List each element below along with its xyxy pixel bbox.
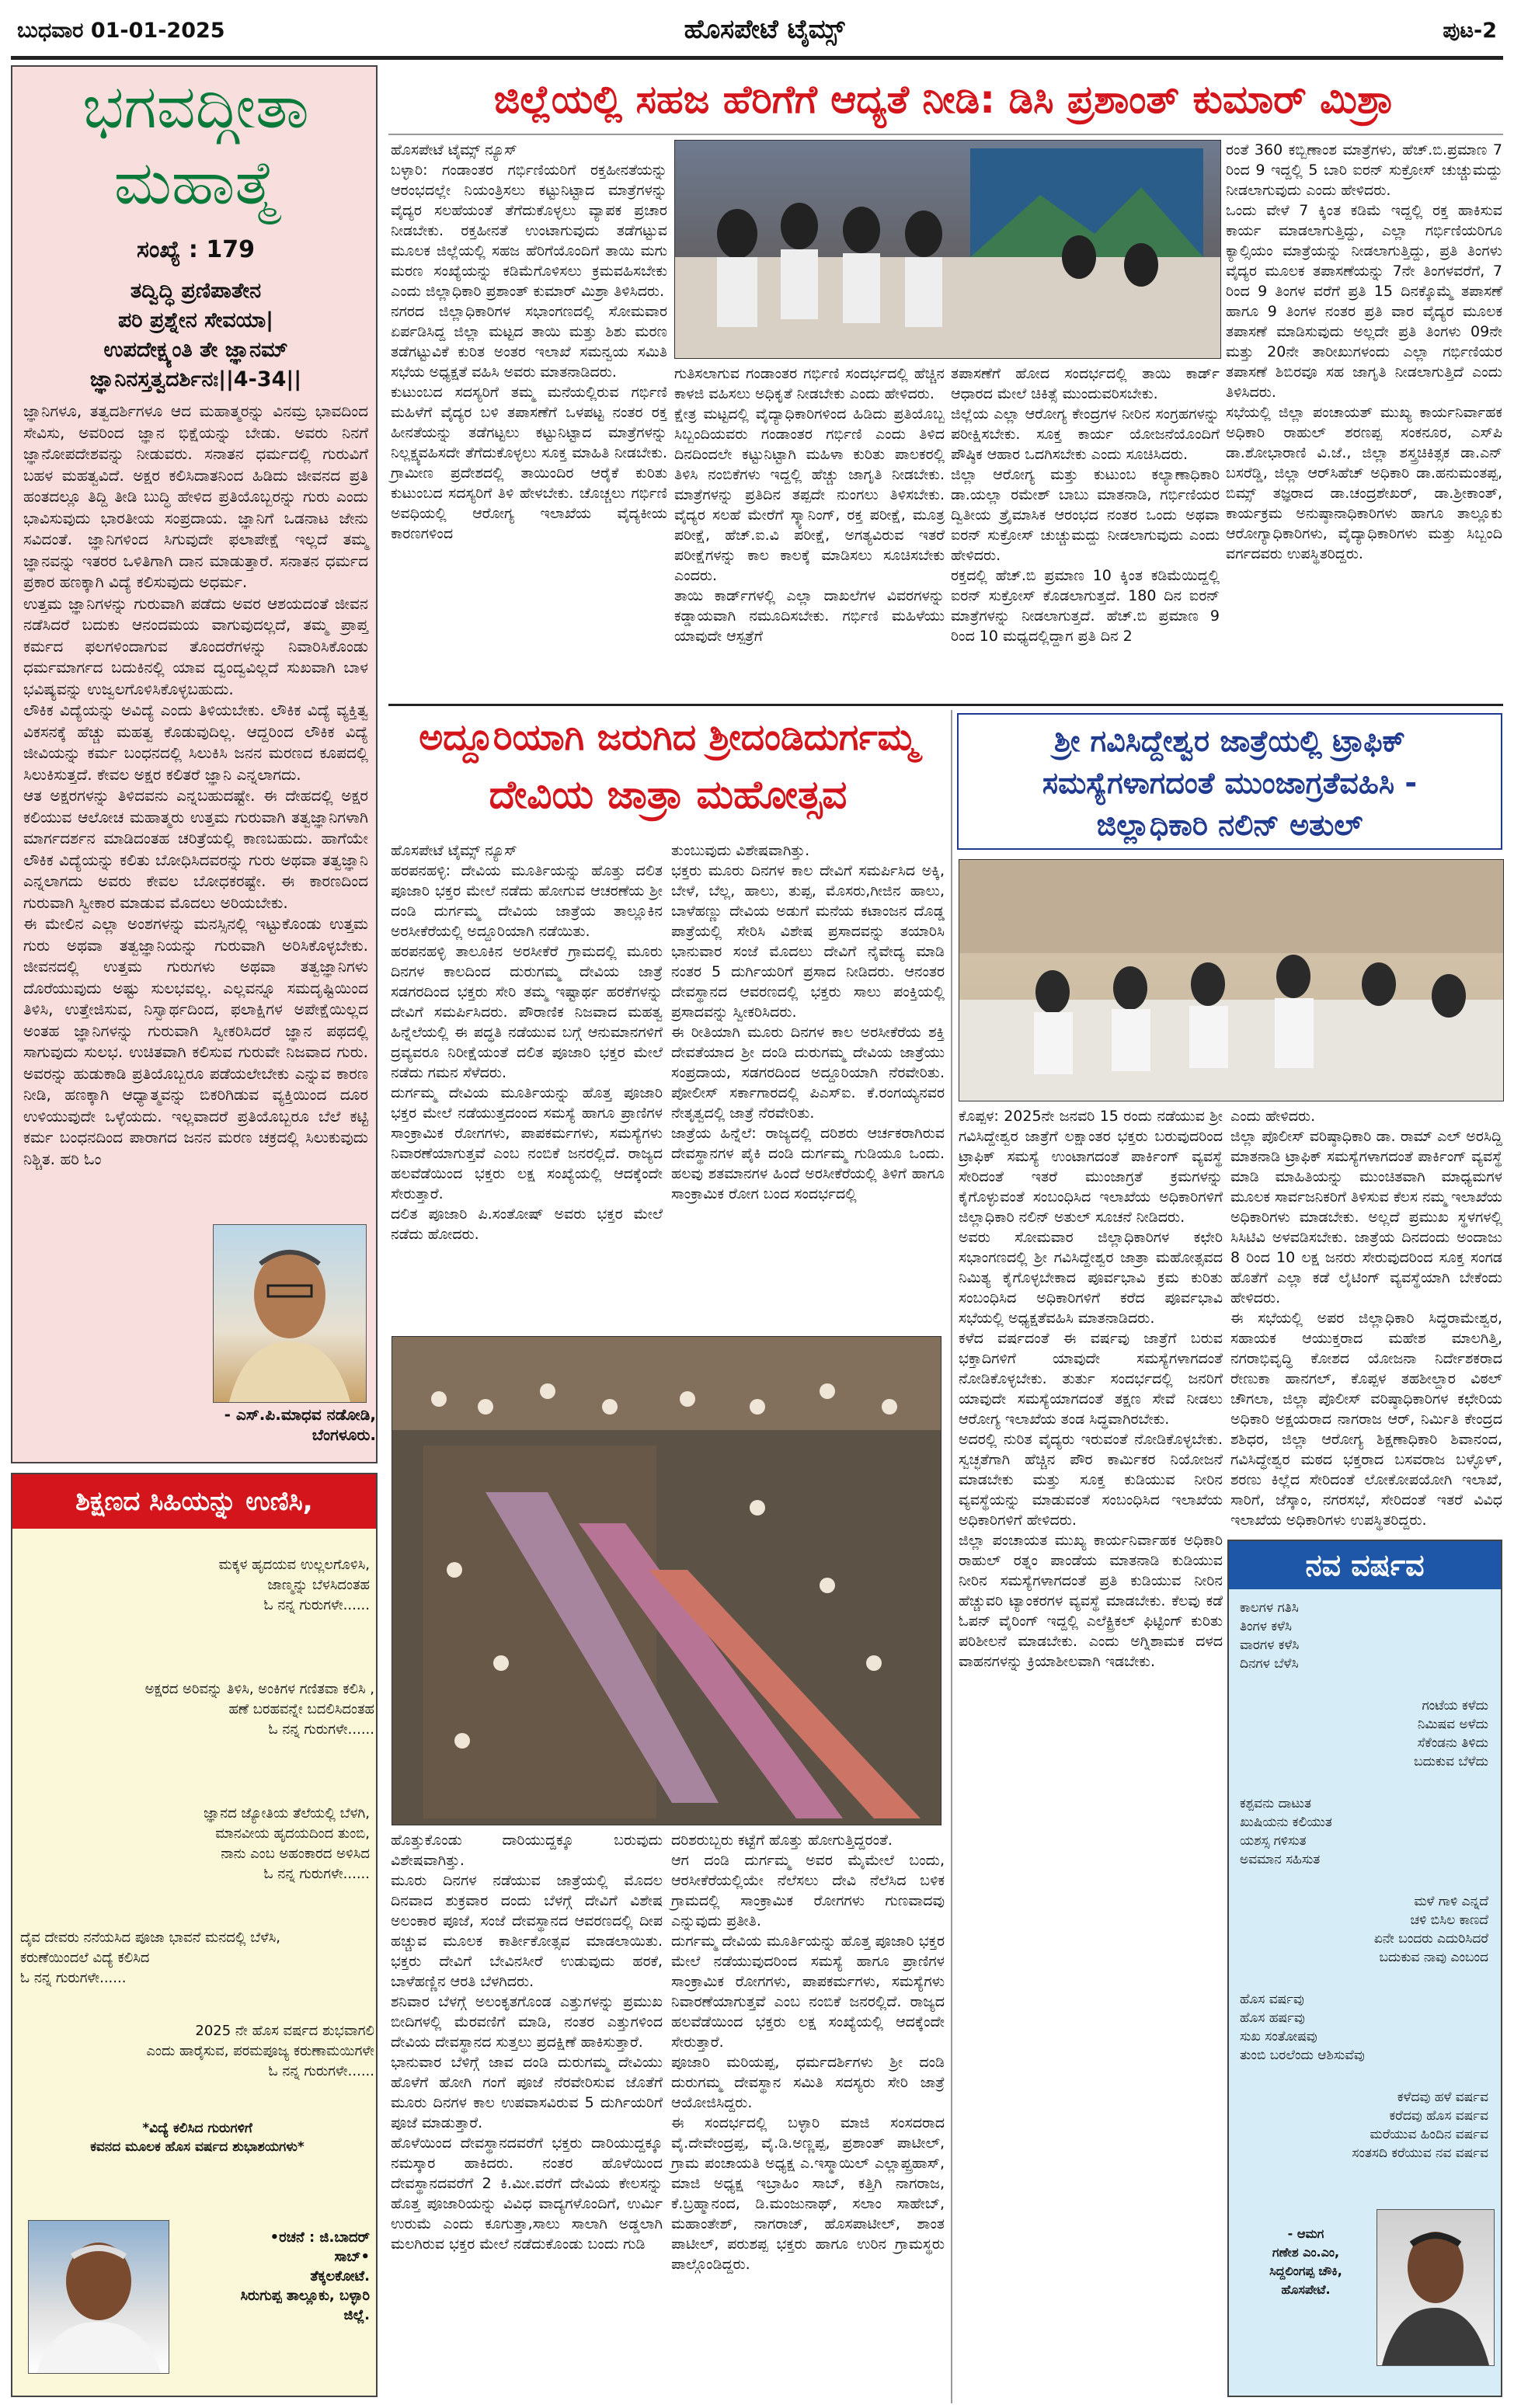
poem1-box [11,1473,378,2397]
gita-box [11,65,378,1463]
traffic-col2: ಎಂದು ಹೇಳಿದರು. ಜಿಲ್ಲಾ ಪೊಲೀಸ್ ವರಿಷ್ಠಾಧಿಕಾರಿ ಡಾ. ರಾಮ್ ಎಲ್ ಅರಸಿದ್ದಿ ಮಾತನಾಡಿ ಟ್ರಾಫಿಕ್ ಸಮಸ್ಯೆಗಳಾಗದಂತೆ ಪಾರ್ಕಿಂಗ್ ವ್ಯವಸ್ಥೆ ಮಾಡಿ ಮಾಹಿತಿಯನ್ನು ಮುಂಚಿತವಾಗಿ ಮಾಧ್ಯಮಗಳ ಮೂಲಕ ಸಾರ್ವಜನಿಕರಿಗೆ ತಿಳಿಸುವ ಕೆಲಸ ನಮ್ಮ ಇಲಾಖೆಯ ಅಧಿಕಾರಿಗಳು ಮಾಡಬೇಕು. ಅಲ್ಲದೆ ಪ್ರಮುಖ ಸ್ಥಳಗಳಲ್ಲಿ ಸಿಸಿಟಿವಿ ಅಳವಡಿಸಬೇಕು. ಜಾತ್ರೆಯ ದಿನದಂದು ಅಂದಾಜು 8 ರಿಂದ 10 ಲಕ್ಷ ಜನರು ಸೇರುವುದರಿಂದ ಸೂಕ್ತ ಸಂಗಡ ಹೊತೆಗೆ ಎಲ್ಲಾ ಕಡೆ ಲೈಟಿಂಗ್ ವ್ಯವಸ್ಥೆಯಾಗಿ ಬೇಕೆಂದು ಹೇಳಿದರು. ಈ ಸಭೆಯಲ್ಲಿ ಅಪರ ಜಿಲ್ಲಾಧಿಕಾರಿ ಸಿದ್ಧರಾಮೇಶ್ವರ, ಸಹಾಯಕ ಆಯುಕ್ತರಾದ ಮಹೇಶ ಮಾಲಗಿತ್ತಿ, ನಗರಾಭಿವೃದ್ಧಿ ಕೋಶದ ಯೋಜನಾ ನಿರ್ದೇಶಕರಾದ ರೇಣುಕಾ ಹಾನಗಲ್, ಕೊಪ್ಪಳ ತಹಶೀಲ್ದಾರ ವಿಠಲ್ ಚೌಗಲಾ, ಜಿಲ್ಲಾ ಪೊಲೀಸ್ ವರಿಷ್ಠಾಧಿಕಾರಿಗಳ ಕಛೇರಿಯ ಅಧಿಕಾರಿ ಅಕ್ಷಯರಾದ ನಾಗರಾಜ ಆರ್, ನಿರ್ಮಿತಿ ಕೇಂದ್ರದ ಶಶಿಧರ, ಜಿಲ್ಲಾ ಆರೋಗ್ಯ ಶಿಕ್ಷಣಾಧಿಕಾರಿ ಶಿವಾನಂದ, ಗವಿಸಿದ್ಧೇಶ್ವರ ಮಠದ ಭಕ್ತರಾದ ಬಸವರಾಜ ಬಳ್ಳೊಳ್, ಶರಣು ಕಿಲ್ಲೆದ ಸೇರಿದಂತೆ ಲೋಕೋಪಯೋಗಿ ಇಲಾಖೆ, ಸಾರಿಗೆ, ಜೆಸ್ಕಾಂ, ನಗರಸಭೆ, ಸೇರಿದಂತೆ ಇತರೆ ವಿವಿಧ ಇಲಾಖೆಯ ಅಧಿಕಾರಿಗಳು ಉಪಸ್ಥಿತರಿದ್ದರು. [1230,1108,1502,1529]
poem2-stanza-4: ಮಳೆ ಗಾಳಿ ಎನ್ನದೆ ಚಳಿ ಬಿಸಿಲ ಕಾಣದೆ ಏನೇ ಬಂದರು ಎದುರಿಸಿದರೆ ಬದುಕುವ ನಾವು ಎಂಬಂದ [1373,1894,1488,1965]
page-number: ಪುಟ-2 [1443,19,1497,43]
traffic-col1: ಕೊಪ್ಪಳ: 2025ನೇ ಜನವರಿ 15 ರಂದು ನಡೆಯುವ ಶ್ರೀ ಗವಿಸಿದ್ದೇಶ್ವರ ಜಾತ್ರೆಗೆ ಲಕ್ಷಾಂತರ ಭಕ್ತರು ಬರುವುದರಿಂದ ಟ್ರಾಫಿಕ್ ಸಮಸ್ಯೆ ಉಂಟಾಗದಂತೆ ಪಾರ್ಕಿಂಗ್ ವ್ಯವಸ್ಥೆ ಸೇರಿದಂತೆ ಇತರೆ ಮುಂಜಾಗ್ರತೆ ಕ್ರಮಗಳನ್ನು ಕೈಗೊಳ್ಳುವಂತೆ ಸಂಬಂಧಿಸಿದ ಇಲಾಖೆಯ ಅಧಿಕಾರಿಗಳಿಗೆ ಜಿಲ್ಲಾಧಿಕಾರಿ ನಲಿನ್ ಅತುಲ್ ಸೂಚನೆ ನೀಡಿದರು. ಅವರು ಸೋಮವಾರ ಜಿಲ್ಲಾಧಿಕಾರಿಗಳ ಕಛೇರಿ ಸಭಾಂಗಣದಲ್ಲಿ ಶ್ರೀ ಗವಿಸಿದ್ದೇಶ್ವರ ಜಾತ್ರಾ ಮಹೋತ್ಸವದ ನಿಮಿತ್ಯ ಕೈಗೊಳ್ಳಬೇಕಾದ ಪೂರ್ವಭಾವಿ ಕ್ರಮ ಕುರಿತು ಸಂಬಂಧಿಸಿದ ಅಧಿಕಾರಿಗಳಿಗೆ ಕರೆದ ಪೂರ್ವಭಾವಿ ಸಭೆಯಲ್ಲಿ ಅಧ್ಯಕ್ಷತೆವಹಿಸಿ ಮಾತನಾಡಿದರು. ಕಳೆದ ವರ್ಷದಂತೆ ಈ ವರ್ಷವು ಜಾತ್ರೆಗೆ ಬರುವ ಭಕ್ತಾದಿಗಳಿಗೆ ಯಾವುದೇ ಸಮಸ್ಯೆಗಳಾಗದಂತೆ ನೋಡಿಕೊಳ್ಳಬೇಕು. ತುರ್ತು ಸಂದರ್ಭದಲ್ಲಿ ಜನರಿಗೆ ಯಾವುದೇ ಸಮಸ್ಯೆಯಾಗದಂತೆ ತಕ್ಷಣ ಸೇವೆ ನೀಡಲು ಆರೋಗ್ಯ ಇಲಾಖೆಯ ತಂಡ ಸಿದ್ಧವಾಗಿರಬೇಕು. ಅದರಲ್ಲಿ ನುರಿತ ವೈದ್ಯರು ಇರುವಂತೆ ನೋಡಿಕೊಳ್ಳಬೇಕು. ಸ್ವಚ್ಛತೆಗಾಗಿ ಹೆಚ್ಚಿನ ಪೌರ ಕಾರ್ಮಿಕರ ನಿಯೋಜನೆ ಮಾಡಬೇಕು ಮತ್ತು ಸೂಕ್ತ ಕುಡಿಯುವ ನೀರಿನ ವ್ಯವಸ್ಥೆಯನ್ನು ಮಾಡುವಂತೆ ಸಂಬಂಧಿಸಿದ ಇಲಾಖೆಯ ಅಧಿಕಾರಿಗಳಿಗೆ ಹೇಳಿದರು. ಜಿಲ್ಲಾ ಪಂಚಾಯತ ಮುಖ್ಯ ಕಾರ್ಯನಿರ್ವಾಹಕ ಅಧಿಕಾರಿ ರಾಹುಲ್ ರತ್ನಂ ಪಾಂಡೆಯ ಮಾತನಾಡಿ ಕುಡಿಯುವ ನೀರಿನ ಸಮಸ್ಯೆಗಳಾಗದಂತೆ ಪ್ರತಿ ಕುಡಿಯುವ ನೀರಿನ ಹೆಚ್ಚುವರಿ ಟ್ಯಾಂಕರಗಳ ವ್ಯವಸ್ಥೆ ಮಾಡಬೇಕು. ಕೆಲವು ಕಡೆ ಓಪನ್ ವೈರಿಂಗ್ ಇದ್ದಲ್ಲಿ ಎಲೆಕ್ಟ್ರಿಕಲ್ ಫಿಟ್ಟಿಂಗ್ ಕುರಿತು ಪರಿಶೀಲನೆ ಮಾಡಬೇಕು. ಎಂದು ಅಗ್ನಿಶಾಮಕ ದಳದ ವಾಹನಗಳನ್ನು ಕ್ರಿಯಾಶೀಲವಾಗಿ ಇಡಬೇಕು. [959,1108,1223,1670]
poem1-stanza-2: ಅಕ್ಷರದ ಅರಿವನ್ನು ತಿಳಿಸಿ, ಅಂಕಿಗಳ ಗಣಿತವಾ ಕಲಿಸಿ , ಹಣೆ ಬರಹವನ್ನೇ ಬದಲಿಸಿದಂತಹ ಓ ನನ್ನ ಗುರುಗಳೇ...... [144,1681,374,1738]
poem1-author: •ರಚನೆ : ಜಿ.ಬಾದರ್ ಸಾಬ್• ತೆಕ್ಕಲಕೋಟೆ. ಸಿರುಗುಪ್ಪ ತಾಲ್ಲೂಕು, ಬಳ್ಳಾರಿ ಜಿಲ್ಲೆ. [240,2229,370,2323]
poem2-stanza-2: ಗಂಟೆಯ ಕಳೆದು ನಿಮಿಷವ ಅಳೆದು ಸೆಕೆಂಡನು ತಿಳಿದು ಬದುಕುವ ಬೆಳೆದು [1414,1698,1488,1769]
poem2-stanza-3: ಕಶ್ಪವನು ದಾಟುತ ಖುಷಿಯನು ಕಲಿಯುತ ಯಶಸ್ಸ ಗಳಿಸುತ ಅವಮಾನ ಸಹಿಸುತ [1240,1796,1332,1867]
gita-number: ಸಂಖ್ಯೆ : 179 [137,236,255,263]
poem2-stanza-5: ಹೊಸ ವರ್ಷವು ಹೊಸ ಹರ್ಷವು ಸುಖ ಸಂತೋಷವು ತುಂಬಿ ಬರಲೆಂದು ಆಶಿಸುವೆವು [1240,1992,1365,2063]
gita-author-photo [213,1224,367,1403]
gita-author: - ಎಸ್.ಪಿ.ಮಾಧವ ನಡೋಡಿ, ಬೆಂಗಳೂರು. [224,1405,376,1444]
lead-col2b: ತಪಾಸಣೆಗೆ ಹೋದ ಸಂದರ್ಭದಲ್ಲಿ ತಾಯಿ ಕಾರ್ಡ್ ಆಧಾರದ ಮೇಲೆ ಚಿಕಿತ್ಸೆ ಮುಂದುವರಿಸಬೇಕು. ಜಿಲ್ಲೆಯ ಎಲ್ಲಾ ಆರೋಗ್ಯ ಕೇಂದ್ರಗಳ ನೀರಿನ ಸಂಗ್ರಹಗಳನ್ನು ಪರೀಕ್ಷಿಸಬೇಕು. ಸೂಕ್ತ ಕಾರ್ಯ ಯೋಜನೆಯೊಂದಿಗೆ ಪೌಷ್ಠಿಕ ಆಹಾರ ಒದಗಿಸಬೇಕು ಎಂದು ಸೂಚಿಸಿದರು. ಜಿಲ್ಲಾ ಆರೋಗ್ಯ ಮತ್ತು ಕುಟುಂಬ ಕಲ್ಯಾಣಾಧಿಕಾರಿ ಡಾ.ಯಲ್ಲಾ ರಮೇಶ್ ಬಾಬು ಮಾತನಾಡಿ, ಗರ್ಭಿಣಿಯರ ದ್ವಿತೀಯ ತ್ರೈಮಾಸಿಕ ಆರಂಭದ ನಂತರ ಒಂದು ಅಥವಾ ಐರನ್ ಸುಕ್ರೋಸ್ ಚುಚ್ಚುಮದ್ದು ನೀಡಲಾಗುವುದು ಎಂದು ಹೇಳಿದರು. ರಕ್ತದಲ್ಲಿ ಹೆಚ್.ಬಿ ಪ್ರಮಾಣ 10 ಕ್ಕಿಂತ ಕಡಿಮೆಯಿದ್ದಲ್ಲಿ ಐರನ್ ಸುಕ್ರೋಸ್ ಕೊಡಲಾಗುತ್ತದೆ. 180 ದಿನ ಐರನ್ ಮಾತ್ರೆಗಳನ್ನು ನೀಡಲಾಗುತ್ತದೆ. ಹೆಚ್.ಬಿ ಪ್ರಮಾಣ 9 ರಿಂದ 10 ಮಧ್ಯದಲ್ಲಿದ್ದಾಗ ಪ್ರತಿ ದಿನ 2 [951,365,1220,645]
poem2-author-photo [1377,2209,1495,2366]
poem2-box [1227,1540,1502,2397]
traffic-headline-3: ಜಿಲ್ಲಾಧಿಕಾರಿ ನಲಿನ್ ಅತುಲ್ [1096,808,1363,842]
masthead: ಹೊಸಪೇಟೆ ಟೈಮ್ಸ್ [684,14,845,45]
poem2-title: ನವ ವರ್ಷವ [1229,1541,1501,1589]
poem2-stanza-6: ಕಳೆದವು ಹಳೆ ವರ್ಷವ ಕರೆದವು ಹೊಸ ವರ್ಷವ ಮರೆಯುವ ಹಿಂದಿನ ವರ್ಷವ ಸಂತಸದಿ ಕರೆಯುವ ನವ ವರ್ಷವ [1352,2090,1488,2161]
gita-body: ಜ್ಞಾನಿಗಳೂ, ತತ್ವದರ್ಶಿಗಳೂ ಆದ ಮಹಾತ್ಮರನ್ನು ವಿನಮ್ರ ಭಾವದಿಂದ ಸೇವಿಸು, ಅವರಿಂದ ಜ್ಞಾನ ಭಿಕ್ಷೆಯನ್ನು ಬೇಡು. ಅವರು ನಿನಗೆ ಜ್ಞಾನೋಪದೇಶವನ್ನು ನೀಡುವರು. ಸನಾತನ ಧರ್ಮದಲ್ಲಿ ಗುರುವಿಗೆ ಬಹಳ ಮಹತ್ವವಿದೆ. ಅಕ್ಷರ ಕಲಿಸಿದಾತನಿಂದ ಹಿಡಿದು ಜೀವನದ ಪ್ರತಿ ಹಂತದಲ್ಲೂ ತಿದ್ದಿ ತೀಡಿ ಬುದ್ಧಿ ಹೇಳಿದ ಪ್ರತಿಯೊಬ್ಬರನ್ನು ಗುರು ಎಂದು ಭಾವಿಸುವುದು ಭಾರತೀಯ ಸಂಪ್ರದಾಯ. ಜ್ಞಾನಿಗೆ ಒಡನಾಟ ಜೇನು ಸವಿದಂತೆ. ಜ್ಞಾನಿಗಳಿಂದ ಸಿಗುವುದೇ ಫಲಾಪೇಕ್ಷೆ ಇಲ್ಲದೆ ತಮ್ಮ ಜ್ಞಾನವನ್ನು ಇತರರ ಒಳಿತಿಗಾಗಿ ದಾನ ಮಾಡುತ್ತಾರೆ. ಸನಾತನ ಧರ್ಮದ ಪ್ರಕಾರ ಹಣಕ್ಕಾಗಿ ವಿದ್ಯೆ ಕಲಿಸುವುದು ಅಧರ್ಮ. ಉತ್ತಮ ಜ್ಞಾನಿಗಳನ್ನು ಗುರುವಾಗಿ ಪಡೆದು ಅವರ ಆಶಯದಂತೆ ಜೀವನ ನಡೆಸಿದರೆ ಬದುಕು ಆನಂದಮಯ ವಾಗುವುದಲ್ಲದೆ, ತಮ್ಮ ಪ್ರಾಪ್ತ ಕರ್ಮದ ಫಲಗಳಿಂದಾಗುವ ತೊಂದರೆಗಳನ್ನು ನಿವಾರಿಸಿಕೊಂಡು ಧರ್ಮಮಾರ್ಗದ ಬದುಕಿನಲ್ಲಿ ಯಾವ ದ್ವಂದ್ವವಿಲ್ಲದೆ ಸುಖವಾಗಿ ಬಾಳ ಭವಿಷ್ಯವನ್ನು ಉಜ್ವಲಗೊಳಿಸಿಕೊಳ್ಳಬಹುದು. ಲೌಕಿಕ ವಿದ್ಯೆಯನ್ನು ಅವಿದ್ಯೆ ಎಂದು ತಿಳಿಯಬೇಕು. ಲೌಕಿಕ ವಿದ್ಯೆ ವ್ಯಕ್ತಿತ್ವ ವಿಕಸನಕ್ಕೆ ಹೆಚ್ಚು ಮಹತ್ವ ಕೊಡುವುದಿಲ್ಲ. ಆದ್ದರಿಂದ ಲೌಕಿಕ ವಿದ್ಯೆ ಜೀವಿಯನ್ನು ಕರ್ಮ ಬಂಧನದಲ್ಲಿ ಸಿಲುಕಿಸಿ ಜನನ ಮರಣದ ಕೂಪದಲ್ಲಿ ಸಿಲುಕಿಸುತ್ತದೆ. ಕೇವಲ ಅಕ್ಷರ ಕಲಿತರೆ ಜ್ಞಾನಿ ಎನ್ನಲಾಗದು. ಆತ ಅಕ್ಷರಗಳನ್ನು ತಿಳಿದವನು ಎನ್ನಬಹುದಷ್ಟೇ. ಈ ದೇಹದಲ್ಲಿ ಅಕ್ಷರ ಕಲಿಯುವ ಆಲೋಚ ಮಹಾತ್ಮರು ಉತ್ತಮ ಗುರುವಾಗಿ ತತ್ವಜ್ಞಾನಿಗಳಾಗಿ ಮಾರ್ಗದರ್ಶನ ಮಾಡಿದಂತಹ ಚರಿತ್ರೆಯಲ್ಲಿ ಕಾಣಬಹುದು. ಹಾಗೆಯೇ ಲೌಕಿಕ ವಿದ್ಯೆಯನ್ನು ಕಲಿತು ಬೋಧಿಸಿದವರನ್ನು ಗುರು ಅಥವಾ ತತ್ವಜ್ಞಾನಿ ಎನ್ನಲಾಗದು ಅವರು ಕೇವಲ ಬೋಧಕರಷ್ಟೇ. ಈ ಕಾರಣದಿಂದ ಗುರುವಾಗಿ ಸ್ವೀಕಾರ ಮಾಡುವ ಮೊದಲು ಅರಿಯಬೇಕು. ಈ ಮೇಲಿನ ಎಲ್ಲಾ ಅಂಶಗಳನ್ನು ಮನಸ್ಸಿನಲ್ಲಿ ಇಟ್ಟುಕೊಂಡು ಉತ್ತಮ ಗುರು ಅಥವಾ ತತ್ವಜ್ಞಾನಿಯನ್ನು ಗುರುವಾಗಿ ಅರಿಸಿಕೊಳ್ಳಬೇಕು. ಜೀವನದಲ್ಲಿ ಉತ್ತಮ ಗುರುಗಳು ಅಥವಾ ತತ್ವಜ್ಞಾನಿಗಳು ದೊರೆಯುವುದು ಅಷ್ಟು ಸುಲಭವಲ್ಲ. ಎಲ್ಲವನ್ನೂ ಸಮದೃಷ್ಟಿಯಿಂದ ತಿಳಿಸಿ, ಉತ್ತೇಜಿಸುವ, ನಿಸ್ವಾರ್ಥದಿಂದ, ಫಲಾಕ್ಷಿಗಳ ಅಪೇಕ್ಷೆಯಿಲ್ಲದ ಅಂತಹ ಜ್ಞಾನಿಗಳನ್ನು ಗುರುವಾಗಿ ಸ್ವೀಕರಿಸಿದರೆ ಜ್ಞಾನ ಪಥದಲ್ಲಿ ಸಾಗುವುದು ಸುಲಭ. ಉಚಿತವಾಗಿ ಕಲಿಸುವ ಗುರುವೇ ನಿಜವಾದ ಗುರು. ಅವರನ್ನು ಹುಡುಕಾಡಿ ಪ್ರತಿಯೊಬ್ಬರೂ ಪಡೆಯಲೇಬೇಕು ಎನ್ನುವ ಕಾರಣ ನೀಡಿ, ಹಣಕ್ಕಾಗಿ ಆಧ್ಯಾತ್ಮವನ್ನು ಬಿಕರಿಗಿಡುವ ವ್ಯಕ್ತಿಯಿಂದ ದೂರ ಉಳಿಯುವುದೇ ಒಳ್ಳೆಯದು. ಇಲ್ಲವಾದರೆ ಪ್ರತಿಯೊಬ್ಬರೂ ಬೆಲೆ ಕಟ್ಟಿ ಕರ್ಮ ಬಂಧನದಿಂದ ಪಾರಾಗದ ಜನನ ಮರಣ ಚಕ್ರದಲ್ಲಿ ಸಿಲುಕುವುದು ನಿಶ್ಚಿತ. ಹರಿ ಓಂ [23,402,368,1168]
lead-rule [388,134,1503,135]
lead-col2a: ಗುತಿಸಲಾಗುವ ಗಂಡಾಂತರ ಗರ್ಭಿಣಿ ಸಂದರ್ಭದಲ್ಲಿ ಹೆಚ್ಚಿನ ಕಾಳಜಿ ವಹಿಸಲು ಅಧಿಕೃತೆ ನೀಡಬೇಕು ಎಂದು ಹೇಳಿದರು. ಕ್ಷೇತ್ರ ಮಟ್ಟದಲ್ಲಿ ವೈದ್ಯಾಧಿಕಾರಿಗಳಿಂದ ಹಿಡಿದು ಪ್ರತಿಯೊಬ್ಬ ಸಿಬ್ಬಂದಿಯವರು ಗಂಡಾಂತರ ಗರ್ಭಿಣಿ ಎಂದು ತಿಳಿದ ದಿನದಿಂದಲೇ ಕಟ್ಟುನಿಟ್ಟಾಗಿ ಮಹಿಳಾ ಕುರಿತು ಪಾಲಕರಲ್ಲಿ ತಿಳಿಸಿ ನಂಬಿಕೆಗಳು ಇದ್ದಲ್ಲಿ ಹೆಚ್ಚು ಜಾಗೃತಿ ನೀಡಬೇಕು. ಮಾತ್ರೆಗಳನ್ನು ಪ್ರತಿದಿನ ತಪ್ಪದೇ ನುಂಗಲು ತಿಳಿಸಬೇಕು. ವೈದ್ಯರ ಸಲಹೆ ಮೇರೆಗೆ ಸ್ಕ್ಯಾನಿಂಗ್, ರಕ್ತ ಪರೀಕ್ಷೆ, ಮೂತ್ರ ಪರೀಕ್ಷೆ, ಹೆಚ್.ಐ.ವಿ ಪರೀಕ್ಷೆ, ಅಗತ್ಯವಿರುವ ಇತರೆ ಪರೀಕ್ಷೆಗಳನ್ನು ಕಾಲ ಕಾಲಕ್ಕೆ ಮಾಡಿಸಲು ಸೂಚಿಸಬೇಕು ಎಂದರು. ತಾಯಿ ಕಾರ್ಡ್‌ಗಳಲ್ಲಿ ಎಲ್ಲಾ ದಾಖಲೆಗಳ ವಿವರಗಳನ್ನು ಕಡ್ಡಾಯವಾಗಿ ನಮೂದಿಸಬೇಕು. ಗರ್ಭಿಣಿ ಮಹಿಳೆಯು ಯಾವುದೇ ಆಸ್ಪತ್ರೆಗೆ [674,365,945,645]
traffic-headline-2: ಸಮಸ್ಯೆಗಳಾಗದಂತೆ ಮುಂಜಾಗ್ರತೆವಹಿಸಿ - [1042,766,1418,800]
jatra-col1: ಹೊಸಪೇಟೆ ಟೈಮ್ಸ್ ನ್ಯೂಸ್ ಹರಪನಹಳ್ಳಿ: ದೇವಿಯ ಮೂರ್ತಿಯನ್ನು ಹೊತ್ತು ದಲಿತ ಪೂಜಾರಿ ಭಕ್ತರ ಮೇಲೆ ನಡೆದು ಹೋಗುವ ಆಚರಣೆಯ ಶ್ರೀ ದಂಡಿ ದುರ್ಗಮ್ಮ ದೇವಿಯ ಜಾತ್ರೆಯ ತಾಲ್ಲೂಕಿನ ಅರಸೀಕೆರೆಯಲ್ಲಿ ಅದ್ದೂರಿಯಾಗಿ ನಡೆಯಿತು. ಹರಪನಹಳ್ಳಿ ತಾಲೂಕಿನ ಅರಸೀಕೆರೆ ಗ್ರಾಮದಲ್ಲಿ ಮೂರು ದಿನಗಳ ಕಾಲದಿಂದ ದುರುಗಮ್ಮ ದೇವಿಯ ಜಾತ್ರೆ ಸಡಗರದಿಂದ ಭಕ್ತರು ಸೇರಿ ತಮ್ಮ ಇಷ್ಟಾರ್ಥ ಹರಕೆಗಳನ್ನು ದೇವಿಗೆ ಸಮರ್ಪಿಸಿದರು. ಪೌರಾಣಿಕ ನಿಜವಾದ ಮಹತ್ವ ಹಿನ್ನೆಲೆಯಲ್ಲಿ ಈ ಪದ್ಧತಿ ನಡೆಯುವ ಬಗ್ಗೆ ಆನುಮಾನಗಳಿಗೆ ದ್ರವ್ಯವರೂ ನಿರೀಕ್ಷೆಯಂತೆ ದಲಿತ ಪೂಜಾರಿ ಭಕ್ತರ ಮೇಲೆ ನಡೆದು ಗಮನ ಸೆಳೆದರು. ದುರ್ಗಮ್ಮ ದೇವಿಯ ಮೂರ್ತಿಯನ್ನು ಹೊತ್ತ ಪೂಜಾರಿ ಭಕ್ತರ ಮೇಲೆ ನಡೆಯುತ್ತದಂಂದ ಸಮಸ್ಯೆ ಹಾಗೂ ಪ್ರಾಣಿಗಳ ಸಾಂಕ್ರಾಮಿಕ ರೋಗಗಳು, ಪಾಪಕರ್ಮಗಳು, ಸಮಸ್ಯೆಗಳು ನಿವಾರಣೆಯಾಗುತ್ತವೆ ಎಂಬ ನಂಬಿಕೆ ಜನರಲ್ಲಿದೆ. ರಾಜ್ಯದ ಹಲವೆಡೆಯಿಂದ ಭಕ್ತರು ಲಕ್ಷ ಸಂಖ್ಯೆಯಲ್ಲಿ ಆದಕ್ಕೆಂದೇ ಸೇರುತ್ತಾರೆ. ದಲಿತ ಪೂಜಾರಿ ಪಿ.ಸಂತೋಷ್ ಅವರು ಭಕ್ತರ ಮೇಲೆ ನಡೆದು ಹೋದರು. [391,842,663,1243]
issue-date: ಬುಧವಾರ 01-01-2025 [17,19,225,43]
gita-title-1: ಭಗವದ್ಗೀತಾ [82,72,309,142]
poem1-stanza-4: ದೈವ ದೇವರು ನನೆಯಸಿದ ಪೂಜಾ ಭಾವನೆ ಮನದಲ್ಲಿ ಬೆಳೆಸಿ, ಕರುಣೆಯಿಂದಲೆ ವಿದ್ಯೆ ಕಲಿಸಿದ ಓ ನನ್ನ ಗುರುಗಳೇ...... [20,1930,280,1986]
jatra-col2: ತುಂಬುವುದು ವಿಶೇಷವಾಗಿತ್ತು. ಭಕ್ತರು ಮೂರು ದಿನಗಳ ಕಾಲ ದೇವಿಗೆ ಸಮರ್ಪಿಸಿದ ಅಕ್ಕಿ, ಬೇಳೆ, ಬೆಲ್ಲ, ಹಾಲು, ತುಪ್ಪ, ಮೊಸರು,ಗೀಜಿನ ಹಾಲು, ಬಾಳೆಹಣ್ಣು ದೇವಿಯ ಅಡುಗೆ ಮನೆಯ ಕಟಾಂಜನ ದೊಡ್ಡ ಪಾತ್ರೆಯಲ್ಲಿ ಸೇರಿಸಿ ವಿಶೇಷ ಪ್ರಸಾದವನ್ನು ತಯಾರಿಸಿ ಭಾನುವಾರ ಸಂಜೆ ಮೊದಲು ದೇವಿಗೆ ನೈವೇದ್ಯ ಮಾಡಿ ನಂತರ 5 ದುರ್ಗಿಯರಿಗೆ ಪ್ರಸಾದ ನೀಡಿದರು. ಆನಂತರ ದೇವಸ್ಥಾನದ ಆವರಣದಲ್ಲಿ ಭಕ್ತರು ಸಾಲು ಪಂಕ್ತಿಯಲ್ಲಿ ಪ್ರಸಾದವನ್ನು ಸ್ವೀಕರಿಸಿದರು. ಈ ರೀತಿಯಾಗಿ ಮೂರು ದಿನಗಳ ಕಾಲ ಅರಸೀಕೆರೆಯ ಶಕ್ತಿ ದೇವತೆಯಾದ ಶ್ರೀ ದಂಡಿ ದುರುಗಮ್ಮ ದೇವಿಯ ಜಾತ್ರೆಯು ಸಂಪ್ರದಾಯ, ಸಡಗರದಿಂದ ಅದ್ದೂರಿಯಾಗಿ ನೆರವೇರಿತು. ಪೋಲೀಸ್ ಸರ್ಕಾಗಾರದಲ್ಲಿ ಪಿಎಸ್ಐ. ಕೆ.ರಂಗಯ್ಯನವರ ನೇತೃತ್ವದಲ್ಲಿ ಜಾತ್ರೆ ನೆರವೇರಿತು. ಜಾತ್ರೆಯ ಹಿನ್ನೆಲೆ: ರಾಜ್ಯದಲ್ಲಿ ದರಿಶರು ಆರ್ಚಕರಾಗಿರುವ ದೇವಸ್ಥಾನಗಳ ಪೈಕಿ ದಂಡಿ ದುರ್ಗಮ್ಮ ಗುಡಿಯೂ ಒಂದು. ಹಲವು ಶತಮಾನಗಳ ಹಿಂದೆ ಅರಸೀಕೆರೆಯಲ್ಲಿ ತಿಳಿಗೆ ಹಾಗೂ ಸಾಂಕ್ರಾಮಿಕ ರೋಗ ಬಂದ ಸಂದರ್ಭದಲ್ಲಿ [671,842,945,1202]
poem1-stanza-5: 2025 ನೇ ಹೊಸ ವರ್ಷದ ಶುಭವಾಗಲಿ ಎಂದು ಹಾರೈಸುವ, ಪರಮಪೂಜ್ಯ ಕರುಣಾಮಯಿಗಳೇ ಓ ನನ್ನ ಗುರುಗಳೇ...... [146,2023,374,2079]
lead-col1: ಹೊಸಪೇಟೆ ಟೈಮ್ಸ್ ನ್ಯೂಸ್ ಬಳ್ಳಾರಿ: ಗಂಡಾಂತರ ಗರ್ಭಿಣಿಯರಿಗೆ ರಕ್ತಹೀನತೆಯನ್ನು ಆರಂಭದಲ್ಲೇ ನಿಯಂತ್ರಿಸಲು ಕಟ್ಟುನಿಟ್ಟಾದ ಮಾತ್ರೆಗಳನ್ನು ವೈದ್ಯರ ಸಲಹೆಯಂತೆ ತೆಗೆದುಕೊಳ್ಳಲು ವ್ಯಾಪಕ ಪ್ರಚಾರ ನೀಡಬೇಕು. ರಕ್ತಹೀನತೆ ಉಂಟಾಗುವುದು ತಡೆಗಟ್ಟುವ ಮೂಲಕ ಜಿಲ್ಲೆಯಲ್ಲಿ ಸಹಜ ಹೆರಿಗೆಯೊಂದಿಗೆ ತಾಯಿ ಮಗು ಮರಣ ಸಂಖ್ಯೆಯನ್ನು ಕಡಿಮೆಗೊಳಿಸಲು ಕ್ರಮವಹಿಸಬೇಕು ಎಂದು ಜಿಲ್ಲಾಧಿಕಾರಿ ಪ್ರಶಾಂತ್ ಕುಮಾರ್ ಮಿಶ್ರಾ ತಿಳಿಸಿದರು. ನಗರದ ಜಿಲ್ಲಾಧಿಕಾರಿಗಳ ಸಭಾಂಗಣದಲ್ಲಿ ಸೋಮವಾರ ಏರ್ಪಡಿಸಿದ್ದ ಜಿಲ್ಲಾ ಮಟ್ಟದ ತಾಯಿ ಮತ್ತು ಶಿಶು ಮರಣ ತಡೆಗಟ್ಟುವಿಕೆ ಕುರಿತ ಅಂತರ ಇಲಾಖೆ ಸಮನ್ವಯ ಸಮಿತಿ ಸಭೆಯ ಅಧ್ಯಕ್ಷತೆ ವಹಿಸಿ ಅವರು ಮಾತನಾಡಿದರು. ಕುಟುಂಬದ ಸದಸ್ಯರಿಗೆ ತಮ್ಮ ಮನೆಯಲ್ಲಿರುವ ಗರ್ಭಿಣಿ ಮಹಿಳೆಗೆ ವೈದ್ಯರ ಬಳಿ ತಪಾಸಣೆಗೆ ಒಳಪಟ್ಟ ನಂತರ ರಕ್ತ ಹೀನತೆಯನ್ನು ತಡೆಗಟ್ಟಲು ಕಟ್ಟುನಿಟ್ಟಾದ ಮಾತ್ರೆಗಳನ್ನು ನಿಲ್ಲಕ್ಷ್ಯವಹಿಸದೇ ತೆಗೆದುಕೊಳ್ಳಲು ಸೂಕ್ತ ಮಾಹಿತಿ ನೀಡಬೇಕು. ಗ್ರಾಮೀಣ ಪ್ರದೇಶದಲ್ಲಿ ತಾಯಿಂದಿರ ಆರೈಕೆ ಕುರಿತು ಕುಟುಂಬದ ಸದಸ್ಯರಿಗೆ ತಿಳಿ ಹೇಳಬೇಕು. ಚೊಚ್ಚಲು ಗರ್ಭಿಣಿ ಅವಧಿಯಲ್ಲಿ ಆರೋಗ್ಯ ಇಲಾಖೆಯ ವೈದ್ಯಕೀಯ ಕಾರಣಗಳಿಂದ [391,141,667,542]
vertical-rule [951,710,952,2403]
page-header [11,8,1503,54]
poem2-author: - ಆಮಗ ಗಣೇಶ ಎಂ.ಎಂ, ಸಿದ್ದಲಿಂಗಪ್ಪ ಚೌಕಿ, ಹೊಸಪೇಟೆ. [1269,2226,1342,2297]
lead-headline: ಜಿಲ್ಲೆಯಲ್ಲಿ ಸಹಜ ಹೆರಿಗೆಗೆ ಆದ್ಯತೆ ನೀಡಿ: ಡಿಸಿ ಪ್ರಶಾಂತ್ ಕುಮಾರ್ ಮಿಶ್ರಾ [493,77,1394,122]
traffic-headline-1: ಶ್ರೀ ಗವಿಸಿದ್ದೇಶ್ವರ ಜಾತ್ರೆಯಲ್ಲಿ ಟ್ರಾಫಿಕ್ [1054,724,1405,758]
traffic-headline [957,713,1502,850]
jatra-headline-2: ದೇವಿಯ ಜಾತ್ರಾ ಮಹೋತ್ಸವ [489,772,847,817]
gita-shloka: ತದ್ವಿದ್ಧಿ ಪ್ರಣಿಪಾತೇನ ಪರಿ ಪ್ರಶ್ನೇನ ಸೇವಯಾ| ಉಪದೇಕ್ಷ್ಯಂತಿ ತೇ ಜ್ಞಾನಮ್ ಜ್ಞಾನಿನಸ್ತತ್ವದರ್ಶಿನಃ||4-34|| [89,279,302,391]
poem1-stanza-1: ಮಕ್ಕಳ ಹೃದಯವ ಉಲ್ಲಲಗೊಳಿಸಿ, ಜಾಣ್ಮನ್ನು ಬೆಳಸಿದಂತಹ ಓ ನನ್ನ ಗುರುಗಳೇ...... [218,1557,370,1613]
jatra-col3: ದರಿಶರುಬ್ಬರು ಕಟ್ಟೆಗೆ ಹೊತ್ತು ಹೋಗುತ್ತಿದ್ದರಂತೆ. ಆಗ ದಂಡಿ ದುರ್ಗಮ್ಮ ಅವರ ಮೈಮೇಲೆ ಬಂದು, ಆರಸೀಕೆರೆಯಲ್ಲಿಯೇ ನೆಲೆಸಲು ದೇವಿ ನೆಲೆಸಿದ ಬಳಿಕ ಗ್ರಾಮದಲ್ಲಿ ಸಾಂಕ್ರಾಮಿಕ ರೋಗಗಳು ಗುಣವಾದವು ಎನ್ನುವುದು ಪ್ರತೀತಿ. ದುರ್ಗಮ್ಮ ದೇವಿಯ ಮೂರ್ತಿಯನ್ನು ಹೊತ್ತ ಪೂಜಾರಿ ಭಕ್ತರ ಮೇಲೆ ನಡೆಯುವುದರಿಂದ ಸಮಸ್ಯೆ ಹಾಗೂ ಪ್ರಾಣಿಗಳ ಸಾಂಕ್ರಾಮಿಕ ರೋಗಗಳು, ಪಾಪಕರ್ಮಗಳು, ಸಮಸ್ಯೆಗಳು ನಿವಾರಣೆಯಾಗುತ್ತವೆ ಎಂಬ ನಂಬಿಕೆ ಜನರಲ್ಲಿದೆ. ರಾಜ್ಯದ ಹಲವೆಡೆಯಿಂದ ಭಕ್ತರು ಲಕ್ಷ ಸಂಖ್ಯೆಯಲ್ಲಿ ಆದಕ್ಕೆಂದೇ ಸೇರುತ್ತಾರೆ. ಪೂಜಾರಿ ಮರಿಯಪ್ಪ, ಧರ್ಮದರ್ಶಿಗಳು ಶ್ರೀ ದಂಡಿ ದುರುಗಮ್ಮ ದೇವಸ್ಥಾನ ಸಮಿತಿ ಸದಸ್ಯರು ಸೇರಿ ಜಾತ್ರೆ ಆಯೋಜಿಸಿದ್ದರು. ಈ ಸಂದರ್ಭದಲ್ಲಿ ಬಳ್ಳಾರಿ ಮಾಜಿ ಸಂಸದರಾದ ವೈ.ದೇವೇಂದ್ರಪ್ಪ, ವೈ.ಡಿ.ಅಣ್ಣಪ್ಪ, ಪ್ರಶಾಂತ್ ಪಾಟೀಲ್, ಗ್ರಾಮ ಪಂಚಾಯತಿ ಅಧ್ಯಕ್ಷ ಎ.ಇಸ್ಮಾಯಿಲ್ ಎಲ್ಲಾಪ್ಪ್ರಹಾಸ್, ಮಾಜಿ ಅಧ್ಯಕ್ಷ ಇಬ್ರಾಹಿಂ ಸಾಬ್, ಕತ್ತಿಗಿ ನಾಗರಾಜ, ಕೆ.ಬ್ರಹ್ಮಾನಂದ, ಡಿ.ಮಂಜುನಾಥ್, ಸಲಾಂ ಸಾಹೇಬ್, ಮಹಾಂತೇಶ್, ನಾಗರಾಜ್, ಹೊಸಪಾಟೀಲ್, ಶಾಂತ ಪಾಟೀಲ್, ಪರುಶಪ್ಪ ಭಕ್ತರು ಹಾಗೂ ಉರಿನ ಗ್ರಾಮಸ್ಥರು ಪಾಲ್ಗೊಂಡಿದ್ದರು. [671,1832,945,2273]
lead-photo [674,140,1221,359]
traffic-photo [959,859,1504,1101]
jatra-headline-1: ಅದ್ದೂರಿಯಾಗಿ ಜರುಗಿದ ಶ್ರೀದಂಡಿದುರ್ಗಮ್ಮ [419,716,917,759]
poem1-stanza-3: ಜ್ಞಾನದ ಜ್ಯೋತಿಯ ತೆಲೆಯಲ್ಲಿ ಬೆಳಗಿ, ಮಾನವೀಯ ಹೃದಯದಿಂದ ತುಂಬಿ, ನಾನು ಎಂಬ ಅಹಂಕಾರದ ಅಳಿಸಿದ ಓ ನನ್ನ ಗುರುಗಳೇ...... [204,1805,370,1882]
gita-title-2: ಮಹಾತ್ಮೆ [113,148,278,218]
poem1-author-photo [28,2220,169,2374]
poem1-dedication: *ವಿದ್ಯೆ ಕಲಿಸಿದ ಗುರುಗಳಿಗೆ ಕವನದ ಮೂಲಕ ಹೊಸ ವರ್ಷದ ಶುಭಾಶಯಗಳು* [90,2121,305,2155]
poem1-title: ಶಿಕ್ಷಣದ ಸಿಹಿಯನ್ನು ಉಣಿಸಿ, [12,1474,376,1529]
lead-col3: ರಂತೆ 360 ಕಬ್ಬಿಣಾಂಶ ಮಾತ್ರೆಗಳು, ಹೆಚ್.ಬಿ.ಪ್ರಮಾಣ 7 ರಿಂದ 9 ಇದ್ದಲ್ಲಿ 5 ಬಾರಿ ಐರನ್ ಸುಕ್ರೋಸ್ ಚುಚ್ಚುಮದ್ದು ನೀಡಲಾಗುವುದು ಎಂದು ಹೇಳಿದರು. ಒಂದು ವೇಳೆ 7 ಕ್ಕಿಂತ ಕಡಿಮೆ ಇದ್ದಲ್ಲಿ ರಕ್ತ ಹಾಕಿಸುವ ಕಾರ್ಯ ಮಾಡಲಾಗುತ್ತಿದ್ದು, ಎಲ್ಲಾ ಗರ್ಭಿಣಿಯರಿಗೂ ಕ್ಯಾಲ್ಸಿಯಂ ಮಾತ್ರೆಯನ್ನು ನೀಡಲಾಗುತ್ತಿದ್ದು, ಪ್ರತಿ ತಿಂಗಳು ವೈದ್ಯರ ಮೂಲಕ ತಪಾಸಣೆಯನ್ನು 7ನೇ ತಿಂಗಳವರೆಗೆ, 7 ರಿಂದ 9 ತಿಂಗಳ ವರೆಗೆ ಪ್ರತಿ 15 ದಿನಕ್ಕೊಮ್ಮೆ ತಪಾಸಣೆ ಹಾಗೂ 9 ತಿಂಗಳ ನಂತರ ಪ್ರತಿ ವಾರ ವೈದ್ಯರ ಮೂಲಕ ತಪಾಸಣೆ ಮಾಡಿಸುವುದು ಅಲ್ಲದೇ ಪ್ರತಿ ತಿಂಗಳು 09ನೇ ಮತ್ತು 20ನೇ ತಾರೀಖುಗಳಂದು ಎಲ್ಲಾ ಗರ್ಭಿಣಿಯರ ತಪಾಸಣೆ ಶಿಬಿರವೂ ಸಹ ಜಾಗೃತಿ ನೀಡಲಾಗುತ್ತಿದೆ ಎಂದು ತಿಳಿಸಿದರು. ಸಭೆಯಲ್ಲಿ ಜಿಲ್ಲಾ ಪಂಚಾಯತ್ ಮುಖ್ಯ ಕಾರ್ಯನಿರ್ವಾಹಕ ಅಧಿಕಾರಿ ರಾಹುಲ್ ಶರಣಪ್ಪ ಸಂಕನೂರ, ಎಸ್‌ಪಿ ಡಾ.ಶೋಭಾರಾಣಿ ವಿ.ಜೆ., ಜಿಲ್ಲಾ ಶಸ್ತ್ರಚಿಕಿತ್ಸಕ ಡಾ.ಎನ್ ಬಸರೆಡ್ಡಿ, ಜಿಲ್ಲಾ ಆರ್‌ಸಿಹೆಚ್ ಅಧಿಕಾರಿ ಡಾ.ಹನುಮಂತಪ್ಪ, ಬಿಮ್ಸ್ ತಜ್ಞರಾದ ಡಾ.ಚಂದ್ರಶೇಖರ್, ಡಾ.ಶ್ರೀಕಾಂತ್, ಕಾರ್ಯಕ್ರಮ ಅನುಷ್ಠಾನಾಧಿಕಾರಿಗಳು ಹಾಗೂ ತಾಲ್ಲೂಕು ಆರೋಗ್ಯಾಧಿಕಾರಿಗಳು, ವೈದ್ಯಾಧಿಕಾರಿಗಳು ಮತ್ತು ಸಿಬ್ಬಂದಿ ವರ್ಗದವರು ಉಪಸ್ಥಿತರಿದ್ದರು. [1226,141,1502,562]
jatra-photo [392,1336,941,1825]
poem2-stanza-1: ಕಾಲಗಳ ಗತಿಸಿ ತಿಂಗಳ ಕಳೆಸಿ ವಾರಗಳ ಕಳೆಸಿ ದಿನಗಳ ಬೆಳೆಸಿ [1240,1600,1300,1672]
jatra-col1b: ಹೊತ್ತುಕೊಂಡು ದಾರಿಯುದ್ದಕ್ಕೂ ಬರುವುದು ವಿಶೇಷವಾಗಿತ್ತು. ಮೂರು ದಿನಗಳ ನಡೆಯುವ ಜಾತ್ರೆಯಲ್ಲಿ ಮೊದಲ ದಿನವಾದ ಶುಕ್ರವಾರ ದಂದು ಬೆಳಗ್ಗೆ ದೇವಿಗೆ ವಿಶೇಷ ಅಲಂಕಾರ ಪೂಜೆ, ಸಂಜೆ ದೇವಸ್ಥಾನದ ಆವರಣದಲ್ಲಿ ದೀಪ ಹಚ್ಚುವ ಮೂಲಕ ಕಾರ್ತೀಕೋತ್ಸವ ಮಾಡಲಾಯಿತು. ಭಕ್ತರು ದೇವಿಗೆ ಬೇವಿನಸೀರೆ ಉಡುವುದು ಹರಕೆ, ಬಾಳೆಹಣ್ಣಿನ ಆರತಿ ಬೆಳಗಿದರು. ಶನಿವಾರ ಬೆಳಗ್ಗೆ ಅಲಂಕೃತಗೊಂಡ ಎತ್ತುಗಳನ್ನು ಪ್ರಮುಖ ಬೀದಿಗಳಲ್ಲಿ ಮೆರವಣಿಗೆ ಮಾಡಿ, ನಂತರ ಎತ್ತುಗಳಿಂದ ದೇವಿಯ ದೇವಸ್ಥಾನದ ಸುತ್ತಲು ಪ್ರದಕ್ಷಿಣೆ ಹಾಕಿಸುತ್ತಾರೆ. ಭಾನುವಾರ ಬೆಳಿಗ್ಗೆ ಜಾವ ದಂಡಿ ದುರುಗಮ್ಮ ದೇವಿಯು ಹೊಳೆಗೆ ಹೋಗಿ ಗಂಗೆ ಪೂಜೆ ನೆರವೇರಿಸುವ ಜೊತೆಗೆ ಮೂರು ದಿನಗಳ ಕಾಲ ಉಪವಾಸವಿರುವ 5 ದುರ್ಗಿಯರಿಗೆ ಪೂಜೆ ಮಾಡುತ್ತಾರೆ. ಹೊಳೆಯಿಂದ ದೇವಸ್ಥಾನದವರೆಗೆ ಭಕ್ತರು ದಾರಿಯುದ್ದಕ್ಕೂ ನಮಸ್ಕಾರ ಹಾಕಿದರು. ನಂತರ ಹೊಳೆಯಿಂದ ದೇವಸ್ಥಾನದವರೆಗೆ 2 ಕಿ.ಮೀ.ವರೆಗೆ ದೇವಿಯ ಕೇಲಸನ್ನು ಹೊತ್ತ ಪೂಜಾರಿಯನ್ನು ವಿವಿಧ ವಾದ್ಯಗಳೊಂದಿಗೆ, ಉರ್ಮಿ ಉರುಮೆ ಎಂದು ಕೂಗುತ್ತಾ,ಸಾಲು ಸಾಲಾಗಿ ಅಡ್ಡಲಾಗಿ ಮಲಗಿರುವ ಭಕ್ತರ ಮೇಲೆ ನಡೆದುಕೊಂಡು ಬಂದು ಗುಡಿ [391,1832,663,2253]
section-rule-1 [388,704,1503,706]
header-rule [11,56,1503,60]
